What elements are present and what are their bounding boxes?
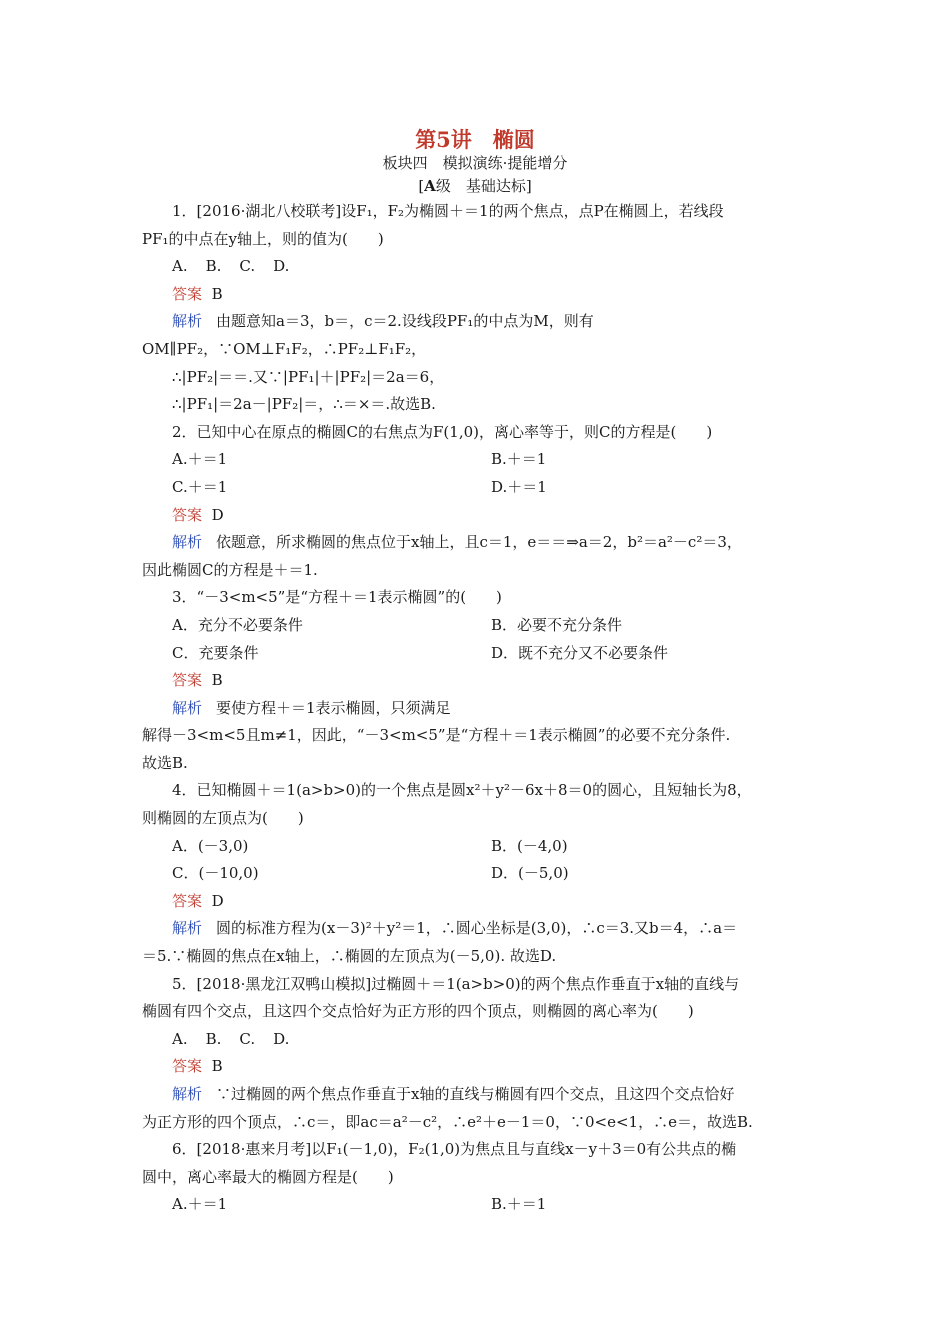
level-text: 级 基础达标]	[435, 177, 532, 195]
q2-analysis-line2: 因此椭圆C的方程是＋＝1.	[142, 560, 318, 579]
q4-option-b: B．(－4,0)	[491, 836, 568, 855]
q1-analysis-line4: ∴|PF₁|＝2a－|PF₂|＝，∴＝×＝.故选B.	[172, 395, 436, 414]
q2-stem-line1: 2．已知中心在原点的椭圆C的右焦点为F(1,0)，离心率等于，则C的方程是( )	[172, 422, 713, 441]
q1-analysis-text1: 由题意知a＝3，b＝，c＝2.设线段PF₁的中点为M，则有	[216, 312, 594, 331]
q5-analysis-line2: 为正方形的四个顶点，∴c＝，即ac＝a²－c²，∴e²＋e－1＝0，∵0<e<1，∴e＝，故选B.	[142, 1112, 753, 1131]
q1-option-d: D.	[273, 257, 290, 276]
q3-option-c: C．充要条件	[172, 643, 259, 662]
level-open: [	[418, 177, 425, 195]
q4-option-a: A．(－3,0)	[172, 836, 249, 855]
q5-answer	[142, 1053, 810, 1081]
q5-option-b: B.	[205, 1029, 222, 1048]
q4-analysis-line2: ＝5.∵椭圆的焦点在x轴上，∴椭圆的左顶点为(－5,0). 故选D.	[142, 947, 557, 966]
q5-stem-line1: 5．[2018·黑龙江双鸭山模拟]过椭圆＋＝1(a>b>0)的两个焦点作垂直于x轴的直线与	[172, 974, 740, 993]
section-subtitle: 板块四 模拟演练·提能增分	[382, 154, 568, 172]
q2-options-row1	[142, 446, 810, 474]
answer-label: 答案	[172, 671, 203, 690]
q1-option-c: C.	[239, 257, 256, 276]
page-title: 第5讲 椭圆	[415, 127, 535, 152]
q3-options-row2	[142, 640, 810, 668]
q5-stem-line2: 椭圆有四个交点，且这四个交点恰好为正方形的四个顶点，则椭圆的离心率为( )	[142, 1002, 694, 1021]
q5-option-a: A.	[172, 1029, 188, 1048]
q3-analysis-text1: 要使方程＋＝1表示椭圆，只须满足	[216, 698, 451, 717]
q1-analysis-line1	[142, 308, 810, 336]
q5-options	[142, 1026, 810, 1054]
q1-option-b: B.	[205, 257, 222, 276]
analysis-label: 解析	[172, 919, 203, 938]
analysis-label: 解析	[172, 698, 203, 717]
answer-label: 答案	[172, 1057, 203, 1076]
q4-stem-line2: 则椭圆的左顶点为( )	[142, 809, 304, 828]
q2-option-d: D.＋＝1	[491, 477, 547, 496]
q1-answer	[142, 281, 810, 309]
q1-options	[142, 253, 810, 281]
q4-options-row1	[142, 833, 810, 861]
q3-option-b: B．必要不充分条件	[491, 615, 623, 634]
q3-options-row1	[142, 612, 810, 640]
answer-label: 答案	[172, 284, 203, 303]
q1-analysis-line3: ∴|PF₂|＝＝.又∵|PF₁|＋|PF₂|＝2a＝6，	[172, 367, 445, 386]
q4-answer	[142, 888, 810, 916]
q3-answer-value: B	[211, 671, 223, 690]
analysis-label: 解析	[172, 312, 203, 331]
q1-analysis-line2: OM∥PF₂，∵OM⊥F₁F₂，∴PF₂⊥F₁F₂，	[142, 339, 427, 358]
answer-label: 答案	[172, 891, 203, 910]
q2-analysis-text1: 依题意，所求椭圆的焦点位于x轴上，且c＝1，e＝＝⇒a＝2，b²＝a²－c²＝3，	[216, 533, 742, 552]
q1-stem-line1: 1．[2016·湖北八校联考]设F₁，F₂为椭圆＋＝1的两个焦点，点P在椭圆上，若线段	[172, 202, 724, 220]
q4-option-d: D．(－5,0)	[491, 864, 569, 883]
q4-stem-line1: 4．已知椭圆＋＝1(a>b>0)的一个焦点是圆x²＋y²－6x＋8＝0的圆心，且短轴长为8，	[172, 781, 752, 800]
q6-options-row1	[142, 1191, 810, 1219]
q6-option-b: B.＋＝1	[491, 1195, 547, 1214]
q3-option-d: D．既不充分又不必要条件	[491, 643, 669, 662]
analysis-label: 解析	[172, 1085, 203, 1103]
q6-stem-line2: 圆中，离心率最大的椭圆方程是( )	[142, 1167, 394, 1186]
q5-analysis-line1	[142, 1081, 810, 1109]
q2-analysis-line1	[142, 529, 810, 557]
level-letter: A	[424, 177, 436, 195]
q2-option-a: A.＋＝1	[172, 450, 228, 469]
q4-analysis-line1	[142, 915, 810, 943]
q1-stem-line2: PF₁的中点在y轴上，则的值为( )	[142, 229, 384, 248]
q1-option-a: A.	[172, 257, 188, 276]
analysis-label: 解析	[172, 533, 203, 552]
q5-answer-value: B	[211, 1057, 223, 1076]
q2-option-c: C.＋＝1	[172, 477, 228, 496]
q4-options-row2	[142, 860, 810, 888]
q2-answer-value: D	[211, 505, 224, 524]
q4-analysis-text1: 圆的标准方程为(x－3)²＋y²＝1，∴圆心坐标是(3,0)，∴c＝3.又b＝4，∴a＝	[216, 919, 738, 938]
q5-option-c: C.	[239, 1029, 256, 1048]
q3-stem-line1: 3．“－3<m<5”是“方程＋＝1表示椭圆”的( )	[172, 588, 502, 607]
q3-analysis-line3: 故选B.	[142, 753, 188, 772]
q2-answer	[142, 502, 810, 530]
question-list	[142, 198, 810, 1219]
q2-option-b: B.＋＝1	[491, 450, 547, 469]
q3-option-a: A．充分不必要条件	[172, 615, 303, 634]
answer-label: 答案	[172, 505, 203, 524]
q4-option-c: C．(－10,0)	[172, 864, 259, 883]
q3-analysis-line2: 解得－3<m<5且m≠1，因此，“－3<m<5”是“方程＋＝1表示椭圆”的必要不充分条件.	[142, 726, 731, 745]
q5-option-d: D.	[273, 1029, 290, 1048]
q5-analysis-text1: ∵过椭圆的两个焦点作垂直于x轴的直线与椭圆有四个交点，且这四个交点恰好	[216, 1085, 735, 1103]
q3-analysis-line1	[142, 695, 810, 723]
level-heading	[0, 175, 950, 196]
q6-option-a: A.＋＝1	[172, 1195, 228, 1214]
q2-options-row2	[142, 474, 810, 502]
q6-stem-line1: 6．[2018·惠来月考]以F₁(－1,0)，F₂(1,0)为焦点且与直线x－y＋3＝0有公共点的椭	[172, 1140, 737, 1159]
q4-answer-value: D	[211, 891, 224, 910]
q1-answer-value: B	[211, 284, 223, 303]
q3-answer	[142, 667, 810, 695]
